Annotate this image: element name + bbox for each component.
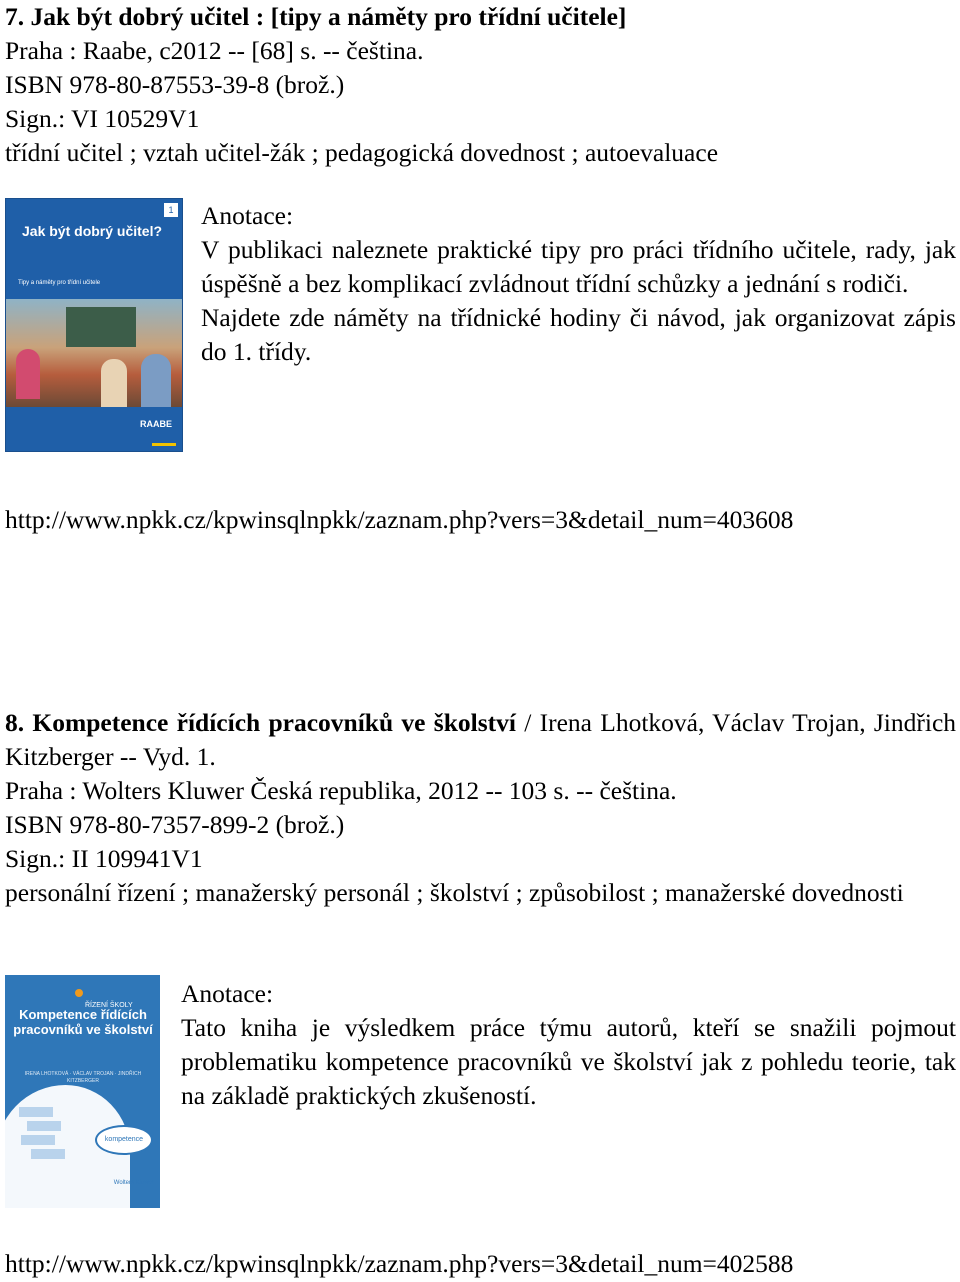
entry-title-text: Jak být dobrý učitel : [tipy a náměty pro třídní učitele]	[30, 2, 627, 31]
entry-authors: / Irena Lhotková, Václav Trojan, Jindřich Kitzberger -- Vyd. 1.	[5, 708, 957, 771]
catalog-link[interactable]: http://www.npkk.cz/kpwinsqlnpkk/zaznam.php?vers=3&detail_num=402588	[5, 1249, 794, 1278]
cover-volume-number: 1	[164, 203, 178, 217]
catalog-entry-7	[5, 0, 956, 170]
catalog-entry-8	[5, 706, 956, 910]
annotation-text: V publikaci naleznete praktické tipy pro práci třídního učitele, rady, jak úspěšně a bez komplikací zvládnout třídní schůzky a jednání s rodiči.	[201, 235, 956, 298]
entry-keywords: třídní učitel ; vztah učitel-žák ; pedagogická dovednost ; autoevaluace	[5, 138, 719, 167]
entry-isbn: ISBN 978-80-87553-39-8 (brož.)	[5, 70, 345, 99]
series-dot-icon	[75, 989, 83, 997]
word-card	[21, 1135, 55, 1145]
cover-series: ŘÍZENÍ ŠKOLY	[85, 1002, 133, 1009]
annotation-label: Anotace:	[201, 201, 294, 230]
child-figure	[16, 349, 40, 399]
entry-signature: Sign.: VI 10529V1	[5, 104, 200, 133]
annotation-text: Najdete zde náměty na třídnické hodiny či návod, jak organizovat zápis do 1. třídy.	[201, 303, 956, 366]
logo-stripe	[152, 443, 176, 446]
annotation-7	[201, 199, 956, 369]
annotation-8	[181, 977, 956, 1113]
entry-title	[5, 706, 956, 774]
annotation-text: Tato kniha je výsledkem práce týmu autorů, kteří se snažili pojmout problematiku kompetence pracovníků ve školství jak z pohledu teorie, tak na základě praktických zkušeností.	[181, 1013, 956, 1110]
cover-title: Kompetence řídících pracovníků ve školství	[13, 1007, 153, 1037]
child-figure	[141, 354, 171, 407]
word-card	[27, 1121, 61, 1131]
book-cover-image	[5, 975, 160, 1208]
entry-signature: Sign.: II 109941V1	[5, 844, 203, 873]
publisher-logo: Wolters Kluwer	[113, 1180, 154, 1186]
word-card	[31, 1149, 65, 1159]
entry-number: 7.	[5, 2, 25, 31]
word-card	[19, 1107, 53, 1117]
book-cover-image	[5, 198, 183, 452]
cover-bubble: kompetence	[95, 1125, 153, 1155]
catalog-link[interactable]: http://www.npkk.cz/kpwinsqlnpkk/zaznam.php?vers=3&detail_num=403608	[5, 505, 794, 534]
cover-title: Jak být dobrý učitel?	[22, 223, 163, 239]
teacher-figure	[101, 359, 127, 407]
annotation-label: Anotace:	[181, 979, 274, 1008]
blackboard-shape	[66, 307, 136, 347]
entry-number: 8.	[5, 708, 25, 737]
entry-title	[5, 0, 956, 34]
cover-authors: IRENA LHOTKOVÁ · VÁCLAV TROJAN · JINDŘICH KITZBERGER	[24, 1071, 142, 1084]
entry-isbn: ISBN 978-80-7357-899-2 (brož.)	[5, 810, 345, 839]
entry-publication: Praha : Raabe, c2012 -- [68] s. -- čeština.	[5, 36, 424, 65]
entry-title-text: Kompetence řídících pracovníků ve školství	[32, 708, 516, 737]
publisher-logo: RAABE	[139, 419, 172, 429]
cover-photo	[6, 299, 182, 407]
cover-subtitle: Tipy a náměty pro třídní učitele	[18, 280, 101, 286]
entry-keywords: personální řízení ; manažerský personál ; školství ; způsobilost ; manažerské dovednosti	[5, 878, 904, 907]
entry-publication: Praha : Wolters Kluwer Česká republika, 2012 -- 103 s. -- čeština.	[5, 776, 677, 805]
